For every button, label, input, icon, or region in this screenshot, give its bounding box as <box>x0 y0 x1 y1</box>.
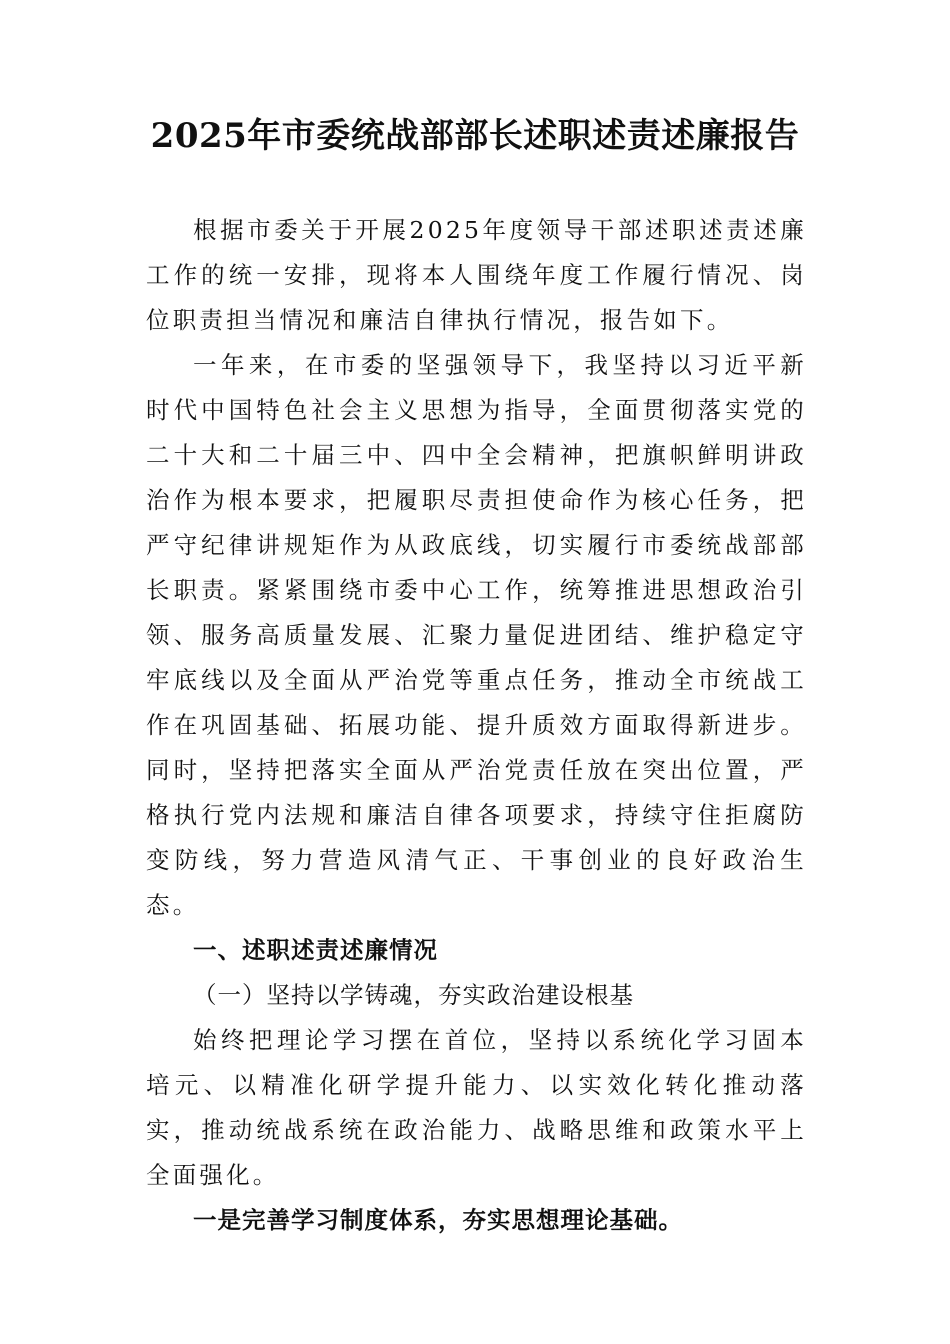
document-body <box>146 208 807 1243</box>
subsection-heading: （一）坚持以学铸魂，夯实政治建设根基 <box>193 981 634 1009</box>
section-heading: 一、述职述责述廉情况 <box>193 936 438 964</box>
overview-paragraph: 一年来，在市委的坚强领导下，我坚持以习近平新时代中国特色社会主义思想为指导，全面贯彻落实党的二十大和二十届三中、四中全会精神，把旗帜鲜明讲政治作为根本要求，把履职尽责担使命作为核心任务，把严守纪律讲规矩作为从政底线，切实履行市委统战部部长职责。紧紧围绕市委中心工作，统筹推进思想政治引领、服务高质量发展、汇聚力量促进团结、维护稳定守牢底线以及全面从严治党等重点任务，推动全市统战工作在巩固基础、拓展功能、提升质效方面取得新进步。同时，坚持把落实全面从严治党责任放在突出位置，严格执行党内法规和廉洁自律各项要求，持续守住拒腐防变防线，努力营造风清气正、干事创业的良好政治生态。 <box>146 351 807 919</box>
document-title: 2025年市委统战部部长述职述责述廉报告 <box>150 116 800 156</box>
intro-paragraph: 根据市委关于开展2025年度领导干部述职述责述廉工作的统一安排，现将本人围绕年度工作履行情况、岗位职责担当情况和廉洁自律执行情况，报告如下。 <box>146 216 807 334</box>
point-heading: 一是完善学习制度体系，夯实思想理论基础。 <box>193 1206 683 1234</box>
subsection-paragraph: 始终把理论学习摆在首位，坚持以系统化学习固本培元、以精准化研学提升能力、以实效化转化推动落实，推动统战系统在政治能力、战略思维和政策水平上全面强化。 <box>146 1026 807 1189</box>
